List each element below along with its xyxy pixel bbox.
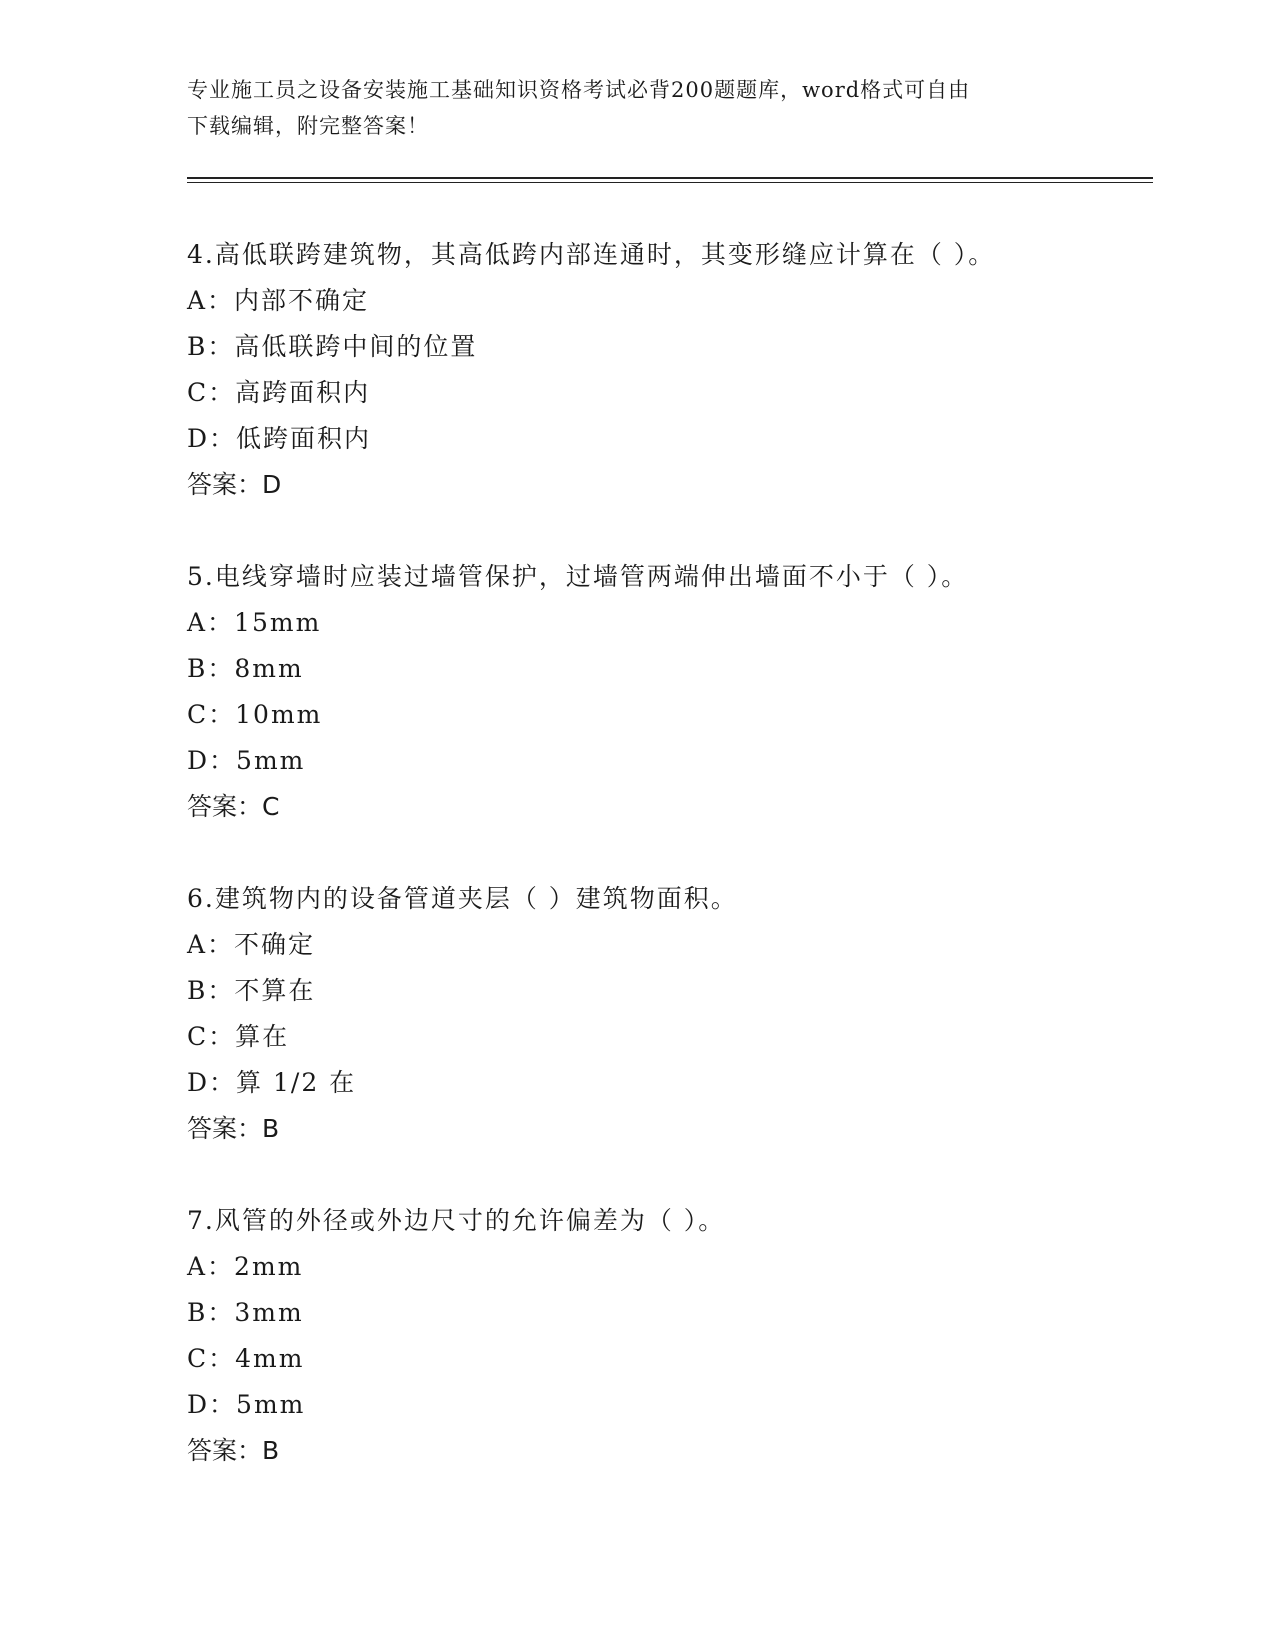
- question-stem: 5.电线穿墙时应装过墙管保护，过墙管两端伸出墙面不小于（ ）。: [187, 562, 969, 591]
- header-divider-thin: [187, 182, 1153, 183]
- option-b: B：3mm: [187, 1298, 304, 1327]
- question-block-6: [187, 884, 1147, 1160]
- question-block-7: [187, 1206, 1147, 1482]
- option-b: B：不算在: [187, 976, 316, 1005]
- answer: 答案：C: [187, 792, 280, 821]
- question-block-4: [187, 240, 1147, 516]
- option-d: D：算 1/2 在: [187, 1068, 357, 1097]
- option-d: D：5mm: [187, 746, 306, 775]
- question-block-5: [187, 562, 1147, 838]
- question-stem: 4.高低联跨建筑物，其高低跨内部连通时，其变形缝应计算在（ ）。: [187, 240, 996, 269]
- option-b: B：高低联跨中间的位置: [187, 332, 478, 361]
- answer: 答案：B: [187, 1114, 280, 1143]
- option-c: C：10mm: [187, 700, 323, 729]
- option-a: A：不确定: [187, 930, 316, 959]
- option-c: C：高跨面积内: [187, 378, 371, 407]
- option-a: A：15mm: [187, 608, 322, 637]
- option-c: C：算在: [187, 1022, 290, 1051]
- header-line-2: 下载编辑，附完整答案！: [187, 114, 429, 138]
- header-line-1: 专业施工员之设备安装施工基础知识资格考试必背200题题库，word格式可自由: [187, 78, 971, 102]
- option-a: A：内部不确定: [187, 286, 370, 315]
- option-b: B：8mm: [187, 654, 304, 683]
- option-d: D：5mm: [187, 1390, 306, 1419]
- answer: 答案：B: [187, 1436, 280, 1465]
- option-d: D：低跨面积内: [187, 424, 372, 453]
- option-c: C：4mm: [187, 1344, 305, 1373]
- question-stem: 6.建筑物内的设备管道夹层（ ）建筑物面积。: [187, 884, 738, 913]
- question-stem: 7.风管的外径或外边尺寸的允许偏差为（ ）。: [187, 1206, 726, 1235]
- header-divider-thick: [187, 177, 1153, 179]
- document-header: [187, 72, 1087, 144]
- answer: 答案：D: [187, 470, 282, 499]
- option-a: A：2mm: [187, 1252, 304, 1281]
